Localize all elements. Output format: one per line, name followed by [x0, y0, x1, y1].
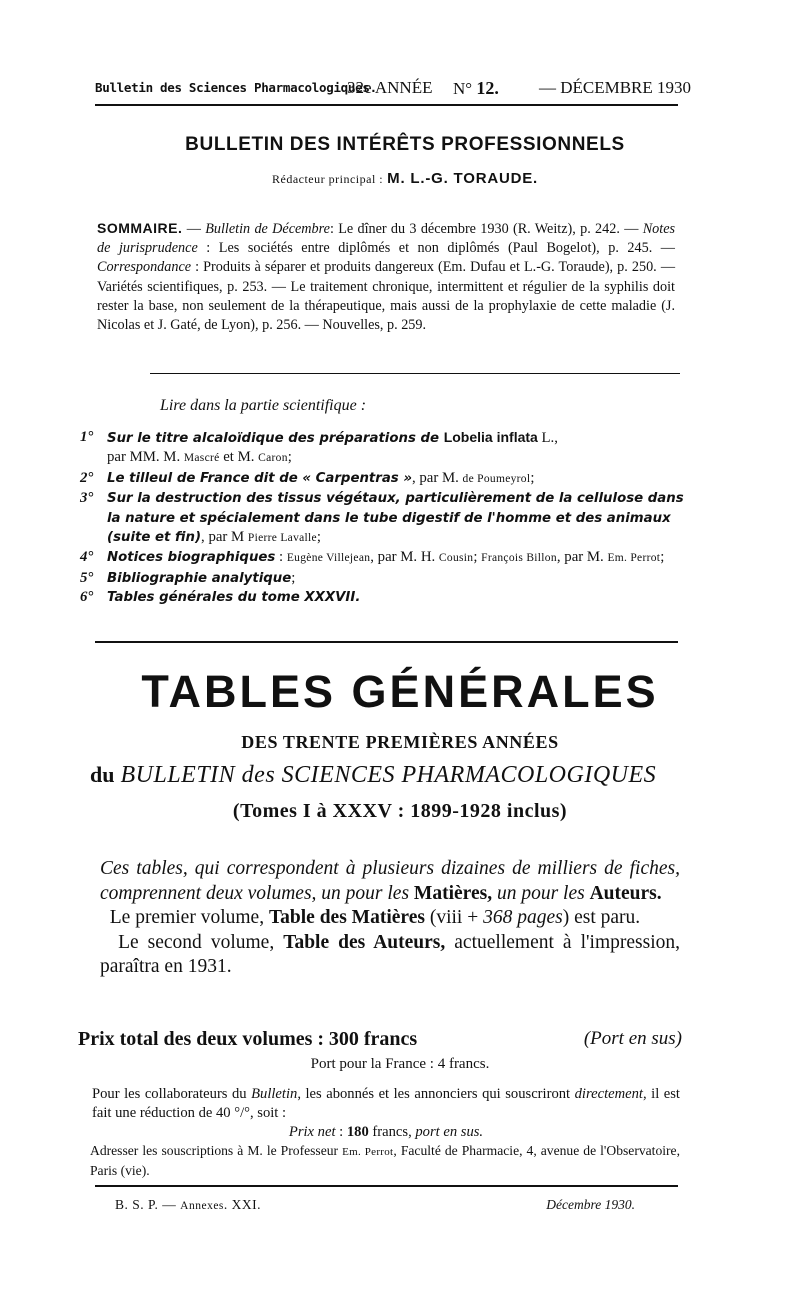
article-title: Sur la destruction des tissus végétaux, particulièrement de la cellulose dans la nature et spécialement dans le tube digestif de l'homme et des animaux (suite et fin) — [107, 491, 684, 546]
scientific-contents-list — [80, 428, 690, 608]
sommaire-rule — [150, 373, 680, 374]
address-paragraph — [90, 1142, 680, 1179]
sommaire-text: : Le dîner du 3 décembre 1930 (R. — [329, 221, 535, 237]
item-number: 3° — [80, 490, 94, 507]
list-item — [80, 569, 690, 588]
author-name: Eugène Villejean — [286, 552, 371, 565]
item-text: par MM. M. — [107, 449, 184, 466]
item-text: ; — [287, 449, 292, 466]
discount-text-part: , les abonnés et les annonciers qui souscriront — [297, 1086, 575, 1102]
discount-paragraph — [92, 1085, 680, 1141]
author-name: Em. Perrot — [342, 1146, 394, 1158]
sommaire-text: et J. — [140, 317, 171, 334]
sommaire-heading: Bulletin de Décembre — [205, 221, 330, 237]
editor-label: Rédacteur principal : — [271, 172, 384, 186]
page-count: 368 pages — [483, 907, 563, 928]
discount-text — [92, 1085, 680, 1123]
price-main — [78, 1028, 417, 1051]
net-price-text: : — [335, 1123, 347, 1140]
discount-text-part: Pour les collaborateurs du — [92, 1086, 252, 1102]
list-item — [80, 469, 690, 489]
item-text: ; — [660, 549, 665, 566]
issue-number — [453, 78, 499, 99]
item-text: ; — [291, 569, 296, 586]
list-item — [80, 428, 690, 469]
description-text: Le premier volume, — [109, 907, 269, 928]
article-title: Bibliographie analytique — [107, 570, 292, 586]
sommaire-text: : Produits à séparer et produits dangereux (Em. — [191, 259, 471, 276]
author-name: Gaté — [170, 317, 198, 334]
announcement-description — [100, 857, 680, 980]
sommaire-paragraph — [97, 219, 675, 335]
contents-rule — [95, 641, 678, 643]
author-name: Pierre Lavalle — [247, 532, 317, 545]
journal-name: Bulletin des Sciences Pharmacologiques. — [95, 80, 377, 95]
author-name: Weitz — [534, 221, 568, 237]
announcement-title: TABLES GÉNÉRALES — [141, 666, 659, 717]
section-title: BULLETIN DES INTÉRÊTS PROFESSIONNELS — [185, 134, 625, 155]
description-text: actuellement à l'impression, paraîtra en 1931. — [100, 931, 680, 977]
net-price-label: Prix net — [288, 1123, 336, 1140]
du-word: du — [90, 762, 115, 787]
announcement-tomes: (Tomes I à XXXV : 1899-1928 inclus) — [232, 800, 568, 822]
item-number: 6° — [80, 589, 94, 606]
net-price-note: port en sus. — [415, 1123, 484, 1140]
sommaire-heading: Notes de jurisprudence — [97, 221, 676, 257]
author-name: François Billon — [481, 552, 557, 565]
price-value: 300 francs — [328, 1028, 418, 1050]
description-paragraph — [100, 906, 680, 931]
item-text: ; — [316, 529, 322, 546]
page-footer — [115, 1197, 635, 1217]
volume-year: 32e ANNÉE — [347, 78, 433, 97]
sommaire-text: — — [182, 221, 206, 237]
issue-date: — DÉCEMBRE 1930 — [538, 78, 691, 97]
footer-reference — [115, 1197, 261, 1213]
item-text: L., — [537, 430, 558, 446]
description-text: (viii + — [424, 907, 484, 928]
article-title: Tables générales du tome XXXVII. — [107, 590, 361, 606]
author-name: Toraude — [558, 259, 605, 276]
running-head — [95, 78, 691, 100]
sommaire-text: : Les sociétés entre diplômés et non diplômés (Paul — [197, 240, 547, 257]
sommaire-text: ), p. 250. — Variétés scientifiques, p. 253. — Le traitement chronique, intermittent et régulier de la syphilis doit rester la base, non seulement de la thérapeutique, mais aussi de la prophylaxie de cette maladie (J. — [97, 259, 676, 314]
journal-title: BULLETIN des SCIENCES PHARMACOLOGIQUES — [120, 762, 657, 788]
item-text: ; — [473, 549, 482, 566]
list-item — [80, 489, 690, 548]
sommaire-text: ), p. 245. — — [591, 240, 675, 257]
emphasis-text: Matières, — [413, 882, 493, 904]
item-text: , par M. — [412, 469, 463, 486]
net-price-text: francs, — [368, 1123, 416, 1140]
footer-date: Décembre 1930. — [546, 1197, 635, 1212]
article-title: Notices biographiques — [107, 550, 276, 566]
lire-heading: Lire dans la partie scientifique : — [160, 397, 367, 414]
description-paragraph — [100, 931, 680, 980]
author-name: Mascré — [183, 452, 220, 465]
footer-text: . XXI. — [223, 1197, 262, 1212]
footer-text: B. S. P. — — [115, 1197, 181, 1212]
item-text: : — [275, 549, 287, 566]
species-name: Lobelia inflata — [443, 429, 538, 445]
item-text: , par M. H. — [370, 549, 439, 566]
editor-line — [95, 170, 715, 188]
discount-text-part: Bulletin — [251, 1086, 298, 1102]
article-title: Sur le titre alcaloïdique des préparations de — [107, 431, 444, 446]
announcement-journal — [90, 762, 710, 789]
author-name: Cousin — [438, 552, 474, 565]
emphasis-text: Table des Auteurs, — [283, 931, 446, 953]
issue-number-value: 12. — [476, 78, 499, 98]
description-text: ) est paru. — [562, 907, 641, 928]
list-item — [80, 588, 690, 607]
item-text: , par M — [201, 529, 248, 546]
emphasis-text: Table des Matières — [268, 907, 425, 928]
item-text: , par M. — [556, 549, 608, 566]
discount-text-part: directement — [574, 1086, 643, 1102]
discount-text-part: , il est fait une réduction de 40 °/°, soit : — [92, 1086, 680, 1121]
address-text: Adresser les souscriptions à M. le Professeur — [90, 1143, 343, 1158]
editor-name: M. L.-G. TORAUDE. — [387, 170, 538, 187]
net-price-value: 180 — [346, 1123, 369, 1140]
sommaire-label: SOMMAIRE. — [97, 220, 183, 236]
author-name: Dufau — [470, 259, 506, 276]
footer-rule — [95, 1185, 678, 1187]
author-name: Nicolas — [97, 317, 141, 334]
shipping-line: Port pour la France : 4 francs. — [310, 1056, 490, 1072]
item-number: 2° — [80, 469, 94, 486]
item-number: 4° — [80, 549, 94, 566]
item-number: 5° — [80, 569, 94, 586]
price-label: Prix total des deux volumes : — [78, 1028, 325, 1050]
item-number: 1° — [80, 429, 94, 445]
author-name: Caron — [258, 452, 288, 465]
description-text: un pour les — [492, 882, 590, 904]
sommaire-text: et L.-G. — [505, 259, 559, 276]
issue-prefix: N° — [453, 79, 473, 98]
net-price-line — [92, 1123, 680, 1142]
sommaire-heading: Correspondance — [97, 259, 192, 276]
address-text: , Faculté de Pharmacie, 4, avenue de l'Observatoire, Paris (vie). — [90, 1143, 680, 1178]
item-text: ; — [530, 469, 535, 486]
sommaire-text: , de Lyon), p. 256. — Nouvelles, p. 259. — [197, 317, 427, 334]
description-text: Le second volume, — [118, 931, 284, 953]
article-title: Le tilleul de France dit de « Carpentras » — [107, 470, 412, 486]
item-text: et M. — [219, 449, 259, 466]
author-name: de Poumeyrol — [462, 472, 531, 485]
description-text: Ces tables, qui correspondent à plusieurs dizaines de milliers de fiches, comprennent deux volumes, un pour les — [100, 858, 680, 904]
sommaire-text: ), p. 242. — — [567, 221, 643, 237]
price-line — [78, 1028, 682, 1051]
footer-text: Annexes — [180, 1200, 224, 1212]
author-name: Em. Perrot — [607, 552, 661, 565]
price-note: (Port en sus) — [583, 1028, 682, 1049]
announcement-subtitle: DES TRENTE PREMIÈRES ANNÉES — [241, 732, 559, 752]
description-paragraph — [100, 857, 680, 906]
author-name: Bogelot — [546, 240, 592, 257]
header-rule — [95, 104, 678, 106]
emphasis-text: Auteurs. — [589, 882, 662, 904]
list-item — [80, 548, 690, 568]
